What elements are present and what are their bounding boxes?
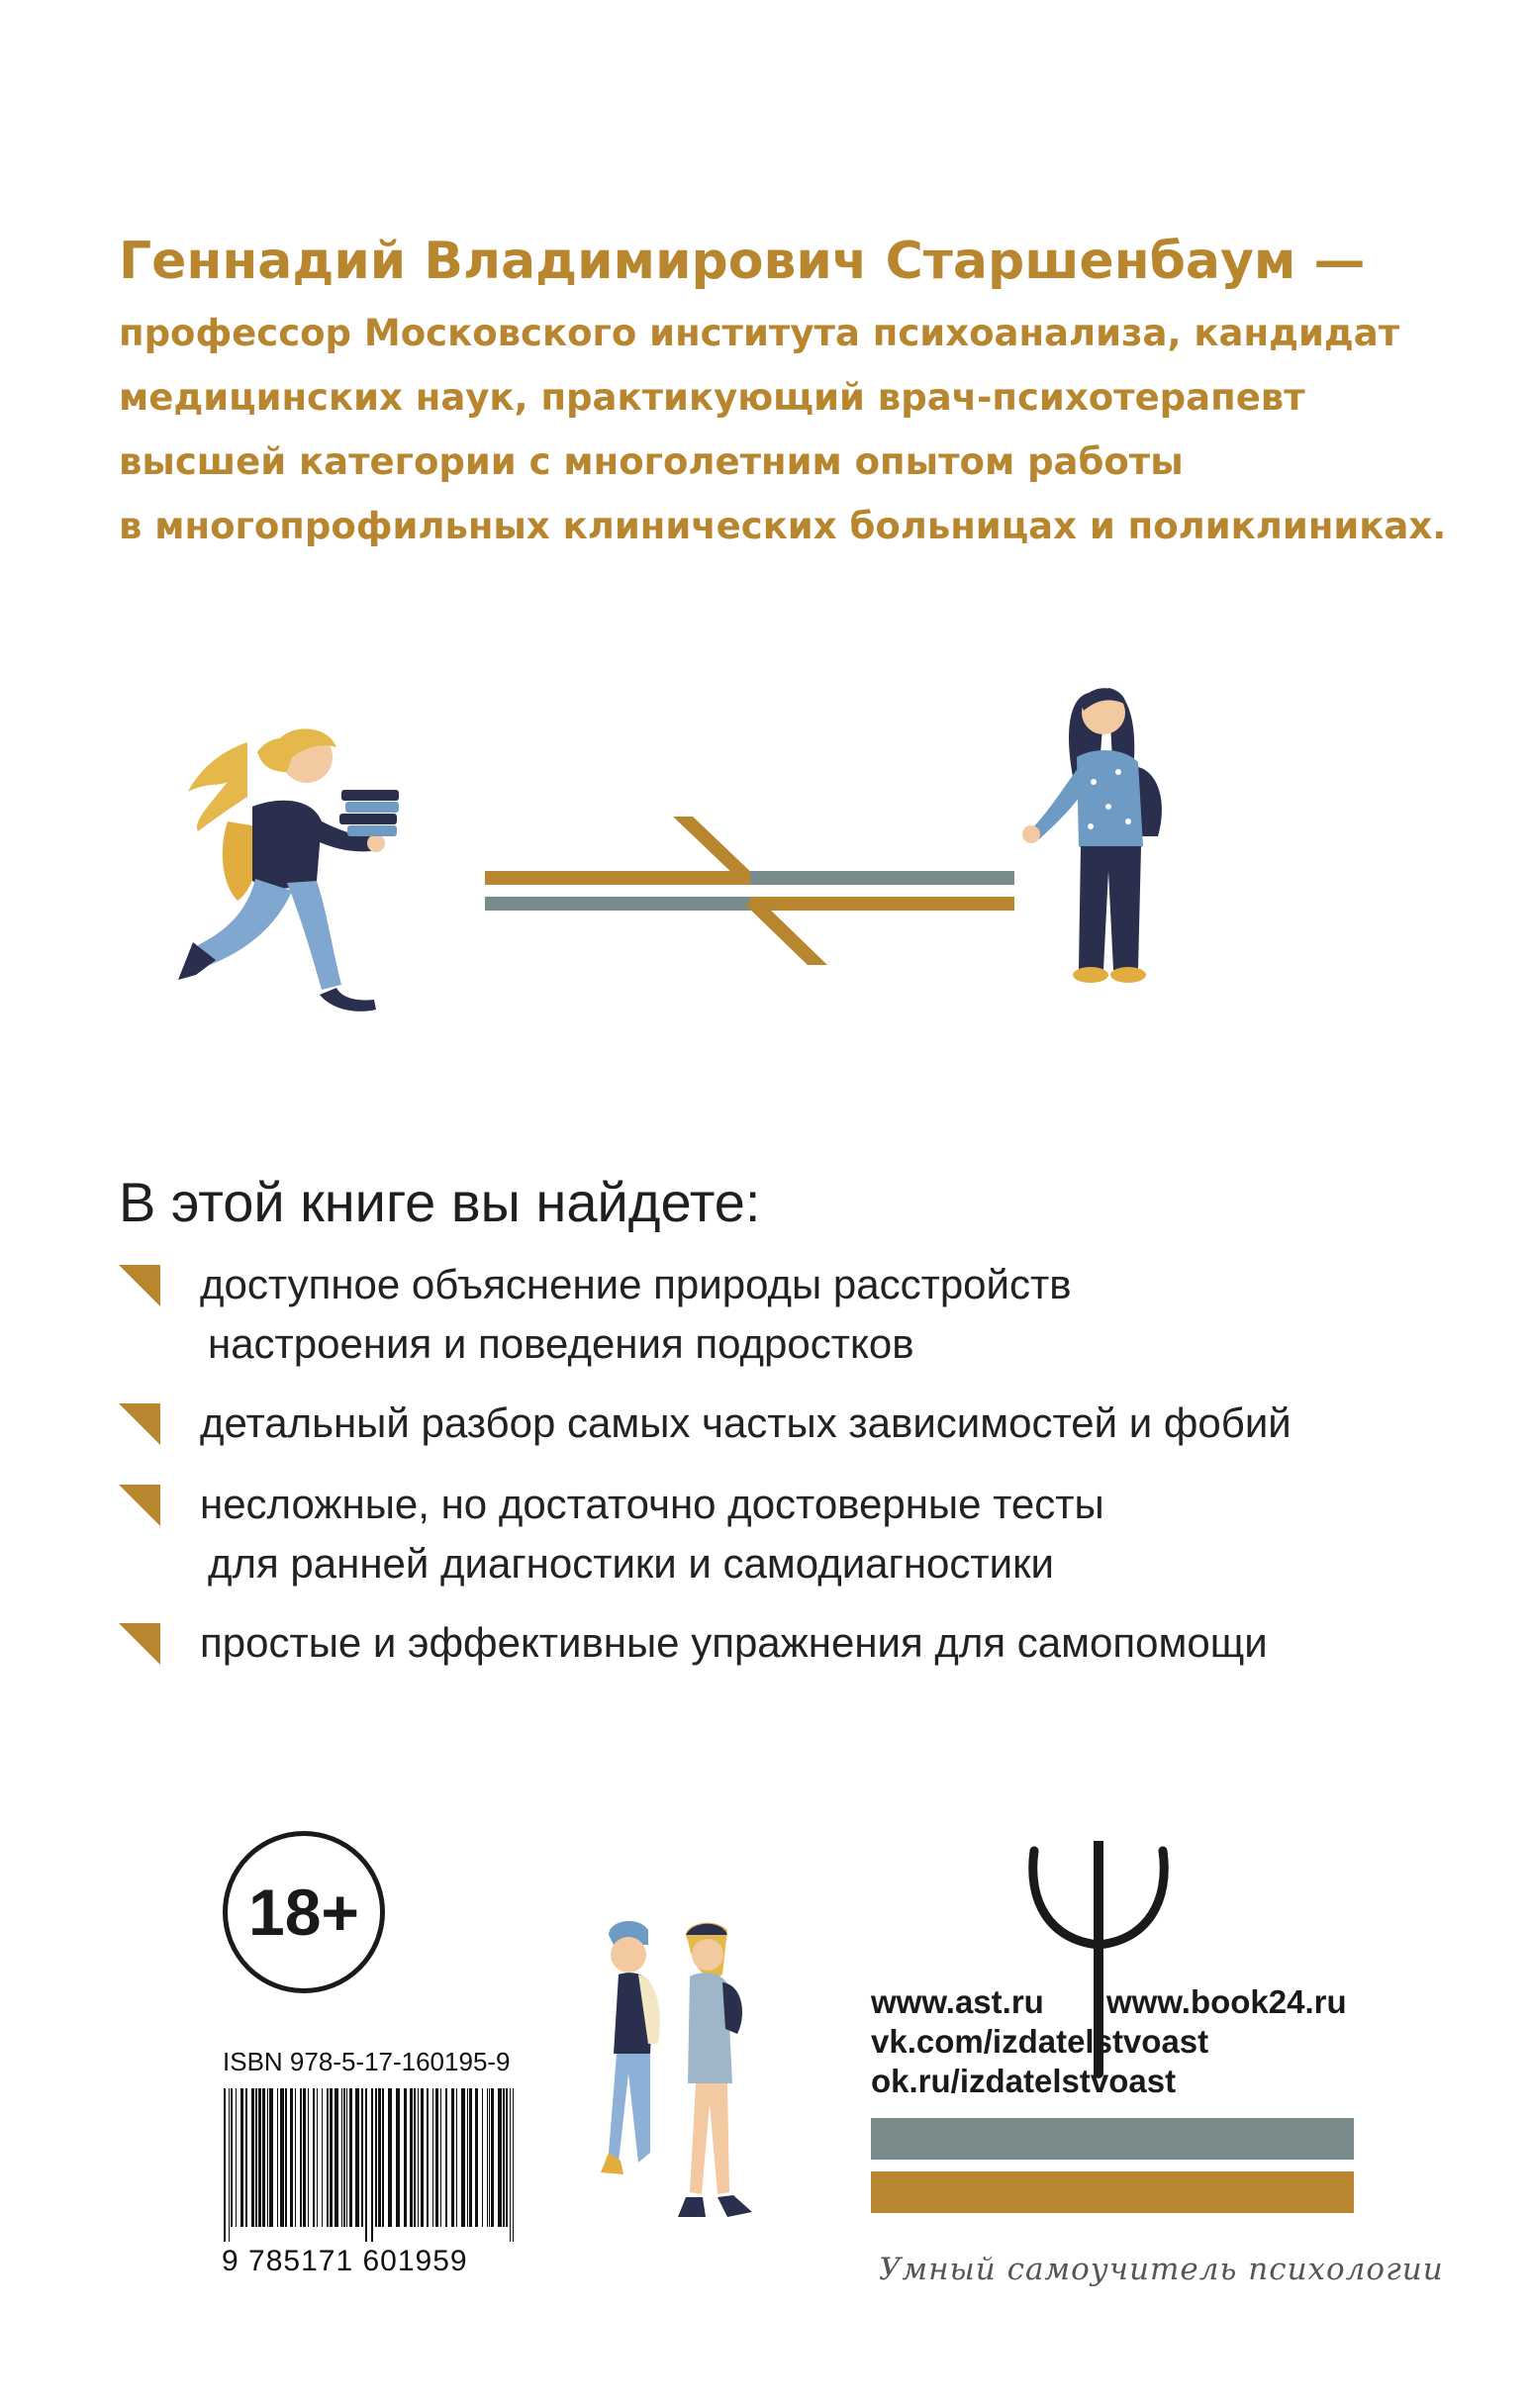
barcode-bar — [414, 2088, 416, 2227]
barcode-bar — [290, 2088, 293, 2227]
barcode-bar — [503, 2088, 505, 2227]
barcode-bar — [229, 2088, 230, 2242]
barcode-bar — [240, 2088, 243, 2227]
running-girl-illustration — [139, 713, 426, 1039]
barcode-bar — [435, 2088, 438, 2227]
barcode-bar — [262, 2088, 265, 2227]
barcode-bar — [322, 2088, 323, 2227]
feature-item — [119, 1255, 1445, 1374]
walking-friends-illustration — [579, 1915, 777, 2252]
barcode-bar — [280, 2088, 284, 2227]
barcode-bar — [317, 2088, 318, 2227]
barcode-bar — [255, 2088, 257, 2227]
barcode-bar — [267, 2088, 268, 2227]
barcode-digits: 9 785171 601959 — [222, 2245, 468, 2277]
author-bio — [119, 301, 1445, 558]
barcode-bar — [404, 2088, 407, 2227]
barcode-bar — [236, 2088, 237, 2227]
barcode-bar — [361, 2088, 363, 2227]
barcode-bar — [432, 2088, 433, 2227]
barcode-bar — [487, 2088, 488, 2227]
triangle-bullet-icon — [119, 1485, 160, 1526]
isbn-label: ISBN 978-5-17-160195-9 — [223, 2047, 511, 2076]
barcode-bar — [308, 2088, 309, 2227]
barcode-bar — [365, 2088, 367, 2242]
barcode-bar — [355, 2088, 359, 2227]
barcode-bar — [475, 2088, 478, 2227]
feature-text: настроения и поведения подростков — [208, 1320, 914, 1367]
link-ok[interactable]: ok.ru/izdatelstvoast — [871, 2063, 1177, 2099]
barcode-bar — [313, 2088, 315, 2227]
link-vk[interactable]: vk.com/izdatelstvoast — [871, 2023, 1209, 2060]
barcode-bar — [224, 2088, 226, 2242]
barcode-bar — [467, 2088, 468, 2227]
triangle-bullet-icon — [119, 1403, 160, 1445]
barcode-bar — [346, 2088, 347, 2227]
feature-item — [119, 1475, 1445, 1593]
feature-text: доступное объяснение природы расстройств — [200, 1261, 1072, 1307]
series-stripe-gray — [871, 2118, 1354, 2160]
series-stripe-gold — [871, 2171, 1354, 2213]
barcode-bar — [396, 2088, 400, 2227]
feature-text: несложные, но достаточно достоверные тесты — [200, 1481, 1104, 1527]
triangle-bullet-icon — [119, 1265, 160, 1306]
arrows-exchange-icon — [485, 812, 1014, 970]
barcode-bar — [300, 2088, 302, 2227]
feature-text: простые и эффективные упражнения для самопомощи — [200, 1619, 1268, 1666]
author-bio-line: в многопрофильных клинических больницах и поликлиниках. — [119, 505, 1447, 547]
barcode-bar — [343, 2088, 345, 2227]
author-bio-line: профессор Московского института психоанализа, кандидат — [119, 312, 1400, 354]
barcode-bar — [327, 2088, 329, 2227]
barcode-bar — [489, 2088, 490, 2227]
author-bio-line: высшей категории с многолетним опытом работы — [119, 440, 1184, 483]
author-name: Геннадий Владимирович Старшенбаум — — [119, 232, 1366, 291]
barcode-bar — [451, 2088, 454, 2227]
barcode-bar — [269, 2088, 273, 2227]
barcode-bar — [418, 2088, 419, 2227]
link-book24[interactable]: www.book24.ru — [1106, 1983, 1347, 2020]
barcode-bar — [341, 2088, 342, 2227]
author-bio-line: медицинских наук, практикующий врач-психотерапевт — [119, 376, 1305, 419]
link-ast[interactable]: www.ast.ru — [871, 1983, 1044, 2020]
barcode-bar — [445, 2088, 447, 2227]
barcode-bar — [506, 2088, 508, 2227]
barcode-bar — [295, 2088, 296, 2227]
barcode-bar — [382, 2088, 384, 2227]
feature-text: детальный разбор самых частых зависимостей и фобий — [200, 1399, 1292, 1446]
barcode-bar — [388, 2088, 392, 2227]
standing-girl-illustration — [1009, 673, 1217, 1039]
series-tagline: Умный самоучитель психологии — [879, 2252, 1444, 2287]
barcode-bar — [482, 2088, 483, 2227]
barcode-bar — [510, 2088, 511, 2242]
feature-text: для ранней диагностики и самодиагностики — [208, 1540, 1054, 1587]
barcode-bar — [285, 2088, 287, 2227]
barcode-bar — [440, 2088, 441, 2227]
barcode-bar — [258, 2088, 261, 2227]
barcode-bar — [375, 2088, 377, 2227]
barcode-bar — [469, 2088, 472, 2227]
barcode-bar — [330, 2088, 333, 2227]
barcode-bar — [277, 2088, 278, 2227]
barcode — [220, 2088, 522, 2242]
barcode-bar — [251, 2088, 254, 2227]
age-rating-badge: 18+ — [223, 1831, 385, 1993]
barcode-bar — [378, 2088, 381, 2227]
barcode-bar — [456, 2088, 457, 2227]
barcode-bar — [427, 2088, 429, 2227]
barcode-bar — [231, 2088, 233, 2227]
barcode-bar — [421, 2088, 424, 2227]
barcode-bar — [245, 2088, 247, 2227]
feature-item — [119, 1613, 1445, 1673]
barcode-bar — [491, 2088, 494, 2227]
barcode-bar — [461, 2088, 465, 2227]
triangle-bullet-icon — [119, 1623, 160, 1665]
barcode-bar — [303, 2088, 306, 2227]
feature-item — [119, 1394, 1445, 1453]
barcode-bar — [410, 2088, 413, 2227]
barcode-bar — [513, 2088, 514, 2242]
barcode-bar — [371, 2088, 373, 2242]
barcode-bar — [335, 2088, 338, 2227]
features-heading: В этой книге вы найдете: — [119, 1171, 761, 1233]
barcode-bar — [498, 2088, 502, 2227]
barcode-bar — [349, 2088, 352, 2227]
